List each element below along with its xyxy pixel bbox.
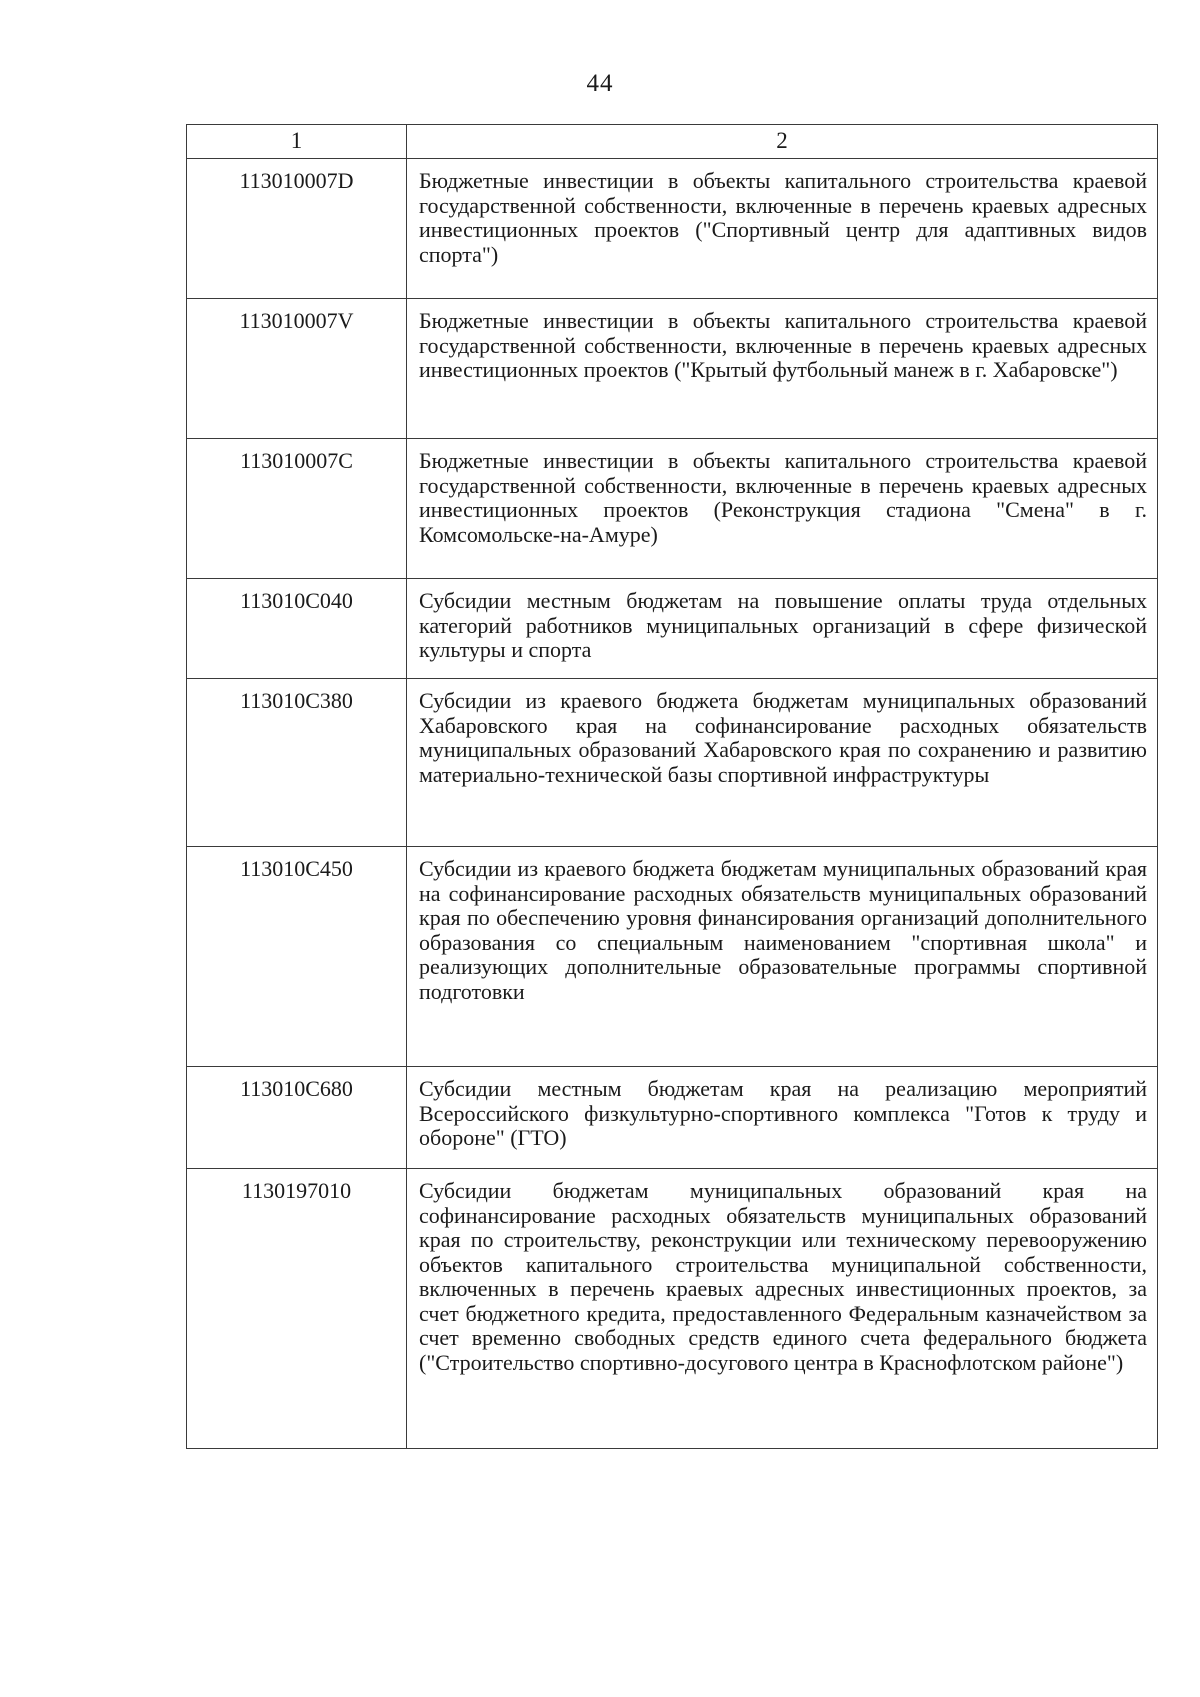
row-description: Бюджетные инвестиции в объекты капитального строительства краевой государственной собственности, включенные в перечень краевых адресных инвестиционных проектов ("Крытый футбольный манеж в г. Хабаровске") xyxy=(407,299,1158,439)
table-header-row xyxy=(187,125,1158,159)
row-code: 113010C680 xyxy=(187,1067,407,1169)
table-row xyxy=(187,159,1158,299)
table-row xyxy=(187,1067,1158,1169)
table-row xyxy=(187,439,1158,579)
row-code: 113010C450 xyxy=(187,847,407,1067)
table-row xyxy=(187,579,1158,679)
row-code: 113010007C xyxy=(187,439,407,579)
row-code: 113010007D xyxy=(187,159,407,299)
row-description: Субсидии местным бюджетам края на реализацию мероприятий Всероссийского физкультурно-спортивного комплекса "Готов к труду и обороне" (ГТО) xyxy=(407,1067,1158,1169)
row-description: Субсидии из краевого бюджета бюджетам муниципальных образований Хабаровского края на софинансирование расходных обязательств муниципальных образований Хабаровского края по сохранению и развитию материально-технической базы спортивной инфраструктуры xyxy=(407,679,1158,847)
row-description: Бюджетные инвестиции в объекты капитального строительства краевой государственной собственности, включенные в перечень краевых адресных инвестиционных проектов (Реконструкция стадиона "Смена" в г. Комсомольске-на-Амуре) xyxy=(407,439,1158,579)
table-row xyxy=(187,679,1158,847)
header-column-1: 1 xyxy=(187,125,407,159)
table xyxy=(186,124,1158,1449)
row-description: Субсидии из краевого бюджета бюджетам муниципальных образований края на софинансирование расходных обязательств муниципальных образований края по обеспечению уровня финансирования организаций дополнительного образования со специальным наименованием "спортивная школа" и реализующих дополнительные образовательные программы спортивной подготовки xyxy=(407,847,1158,1067)
table-row xyxy=(187,299,1158,439)
row-code: 113010C380 xyxy=(187,679,407,847)
row-code: 113010007V xyxy=(187,299,407,439)
page-number: 44 xyxy=(586,70,614,97)
row-code: 113010C040 xyxy=(187,579,407,679)
row-description: Субсидии местным бюджетам на повышение оплаты труда отдельных категорий работников муниципальных организаций в сфере физической культуры и спорта xyxy=(407,579,1158,679)
row-description: Субсидии бюджетам муниципальных образований края на софинансирование расходных обязательств муниципальных образований края по строительству, реконструкции или техническому перевооружению объектов капитального строительства муниципальной собственности, включенных в перечень краевых адресных инвестиционных проектов, за счет бюджетного кредита, предоставленного Федеральным казначейством за счет временно свободных средств единого счета федерального бюджета ("Строительство спортивно-досугового центра в Краснофлотском районе") xyxy=(407,1169,1158,1449)
row-code: 1130197010 xyxy=(187,1169,407,1449)
table-row xyxy=(187,847,1158,1067)
header-column-2: 2 xyxy=(407,125,1158,159)
budget-codes-table xyxy=(186,124,1158,1449)
row-description: Бюджетные инвестиции в объекты капитального строительства краевой государственной собственности, включенные в перечень краевых адресных инвестиционных проектов ("Спортивный центр для адаптивных видов спорта") xyxy=(407,159,1158,299)
table-row xyxy=(187,1169,1158,1449)
